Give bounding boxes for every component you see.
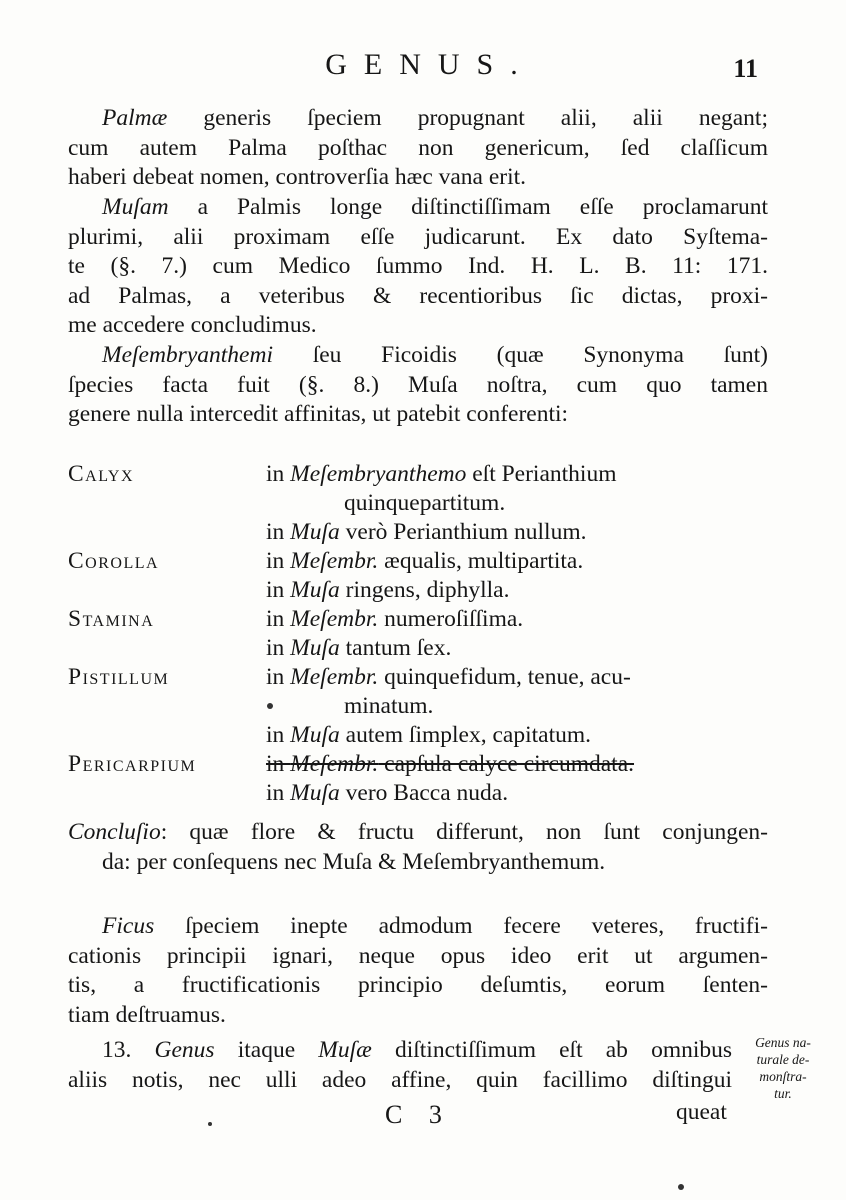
term-conclusio: Concluſio xyxy=(68,819,161,845)
row-label-pistillum: Pistillum xyxy=(68,664,170,690)
running-header: GENUS. xyxy=(325,48,535,81)
row-label-corolla: Corolla xyxy=(68,548,160,574)
comparison-row-calyx-cont: quinquepartitum. xyxy=(344,490,506,516)
ink-speck xyxy=(208,1122,212,1126)
paragraph-ficus: Ficus ſpeciem inepte admodum fecere veteres, fructifi- cationis principii ignari, neque opus ideo erit ut argumen- tis, a fructificationis principio deſumtis, eorum ſenten- tiam deſtruamus. xyxy=(68,913,768,1028)
comparison-row-stamina-musa: in Muſa tantum ſex. xyxy=(266,635,452,661)
comparison-row-pistillum-musa: in Muſa autem ſimplex, capitatum. xyxy=(266,722,592,748)
comparison-table xyxy=(68,460,768,808)
term-ficus: Ficus xyxy=(102,913,155,939)
comparison-row-pericarpium-musa: in Muſa vero Bacca nuda. xyxy=(266,780,509,806)
comparison-row-corolla: Corolla in Meſembr. æqualis, multipartita. xyxy=(68,548,584,574)
paragraph-conclusio: Concluſio: quæ flore & fructu differunt, non ſunt conjungen- da: per conſequens nec Muſa & Meſembryanthemum. xyxy=(68,819,768,875)
comparison-row-corolla-musa: in Muſa ringens, diphylla. xyxy=(266,577,510,603)
comparison-row-pericarpium: Pericarpium in Meſembr. capſula calyce circumdata. xyxy=(68,751,635,777)
ink-speck xyxy=(267,703,273,709)
ink-speck xyxy=(678,1184,684,1190)
catchword: queat xyxy=(676,1099,727,1125)
comparison-row-calyx: Calyx in Meſembryanthemo eſt Perianthium xyxy=(68,461,617,487)
term-palmae: Palmæ xyxy=(102,105,168,131)
row-label-stamina: Stamina xyxy=(68,606,155,632)
page-number: 11 xyxy=(733,54,758,83)
row-label-pericarpium: Pericarpium xyxy=(68,751,197,777)
term-musam: Muſam xyxy=(102,194,169,220)
row-label-calyx: Calyx xyxy=(68,461,135,487)
paragraph-mesembryanthemi: Meſembryanthemi ſeu Ficoidis (quæ Synonyma ſunt) ſpecies facta fuit (§. 8.) Muſa noſtra, cum quo tamen genere nulla intercedit affinitas, ut patebit conferenti: xyxy=(68,342,768,427)
margin-note: Genus na- turale de- monſtra- tur. xyxy=(755,1035,811,1101)
term-mesembryanthemi: Meſembryanthemi xyxy=(102,342,273,368)
comparison-row-pistillum: Pistillum in Meſembr. quinquefidum, tenue, acu- xyxy=(68,664,631,690)
paragraph-musam: Muſam a Palmis longe diſtinctiſſimam eſſe proclamarunt plurimi, alii proximam eſſe judicarunt. Ex dato Syſtema- te (§. 7.) cum Medico ſummo Ind. H. L. B. 11: 171. ad Palmas, a veteribus & recentioribus ſic dictas, proxi- me accedere concludimus. xyxy=(68,194,768,338)
paragraph-palmae: Palmæ generis ſpeciem propugnant alii, alii negant; cum autem Palma poſthac non genericum, ſed claſſicum haberi debeat nomen, controverſia hæc vana erit. xyxy=(68,105,768,190)
comparison-row-stamina: Stamina in Meſembr. numeroſiſſima. xyxy=(68,606,524,632)
paragraph-13-genus: 13. Genus itaque Muſæ diſtinctiſſimum eſt ab omnibus aliis notis, nec ulli adeo affine, quin facillimo diſtingui xyxy=(68,1037,733,1093)
signature-mark: C 3 xyxy=(385,1100,452,1129)
comparison-row-pistillum-cont: minatum. xyxy=(344,693,434,719)
section-number: 13. xyxy=(102,1037,155,1063)
comparison-row-calyx-musa: in Muſa verò Perianthium nullum. xyxy=(266,519,587,545)
